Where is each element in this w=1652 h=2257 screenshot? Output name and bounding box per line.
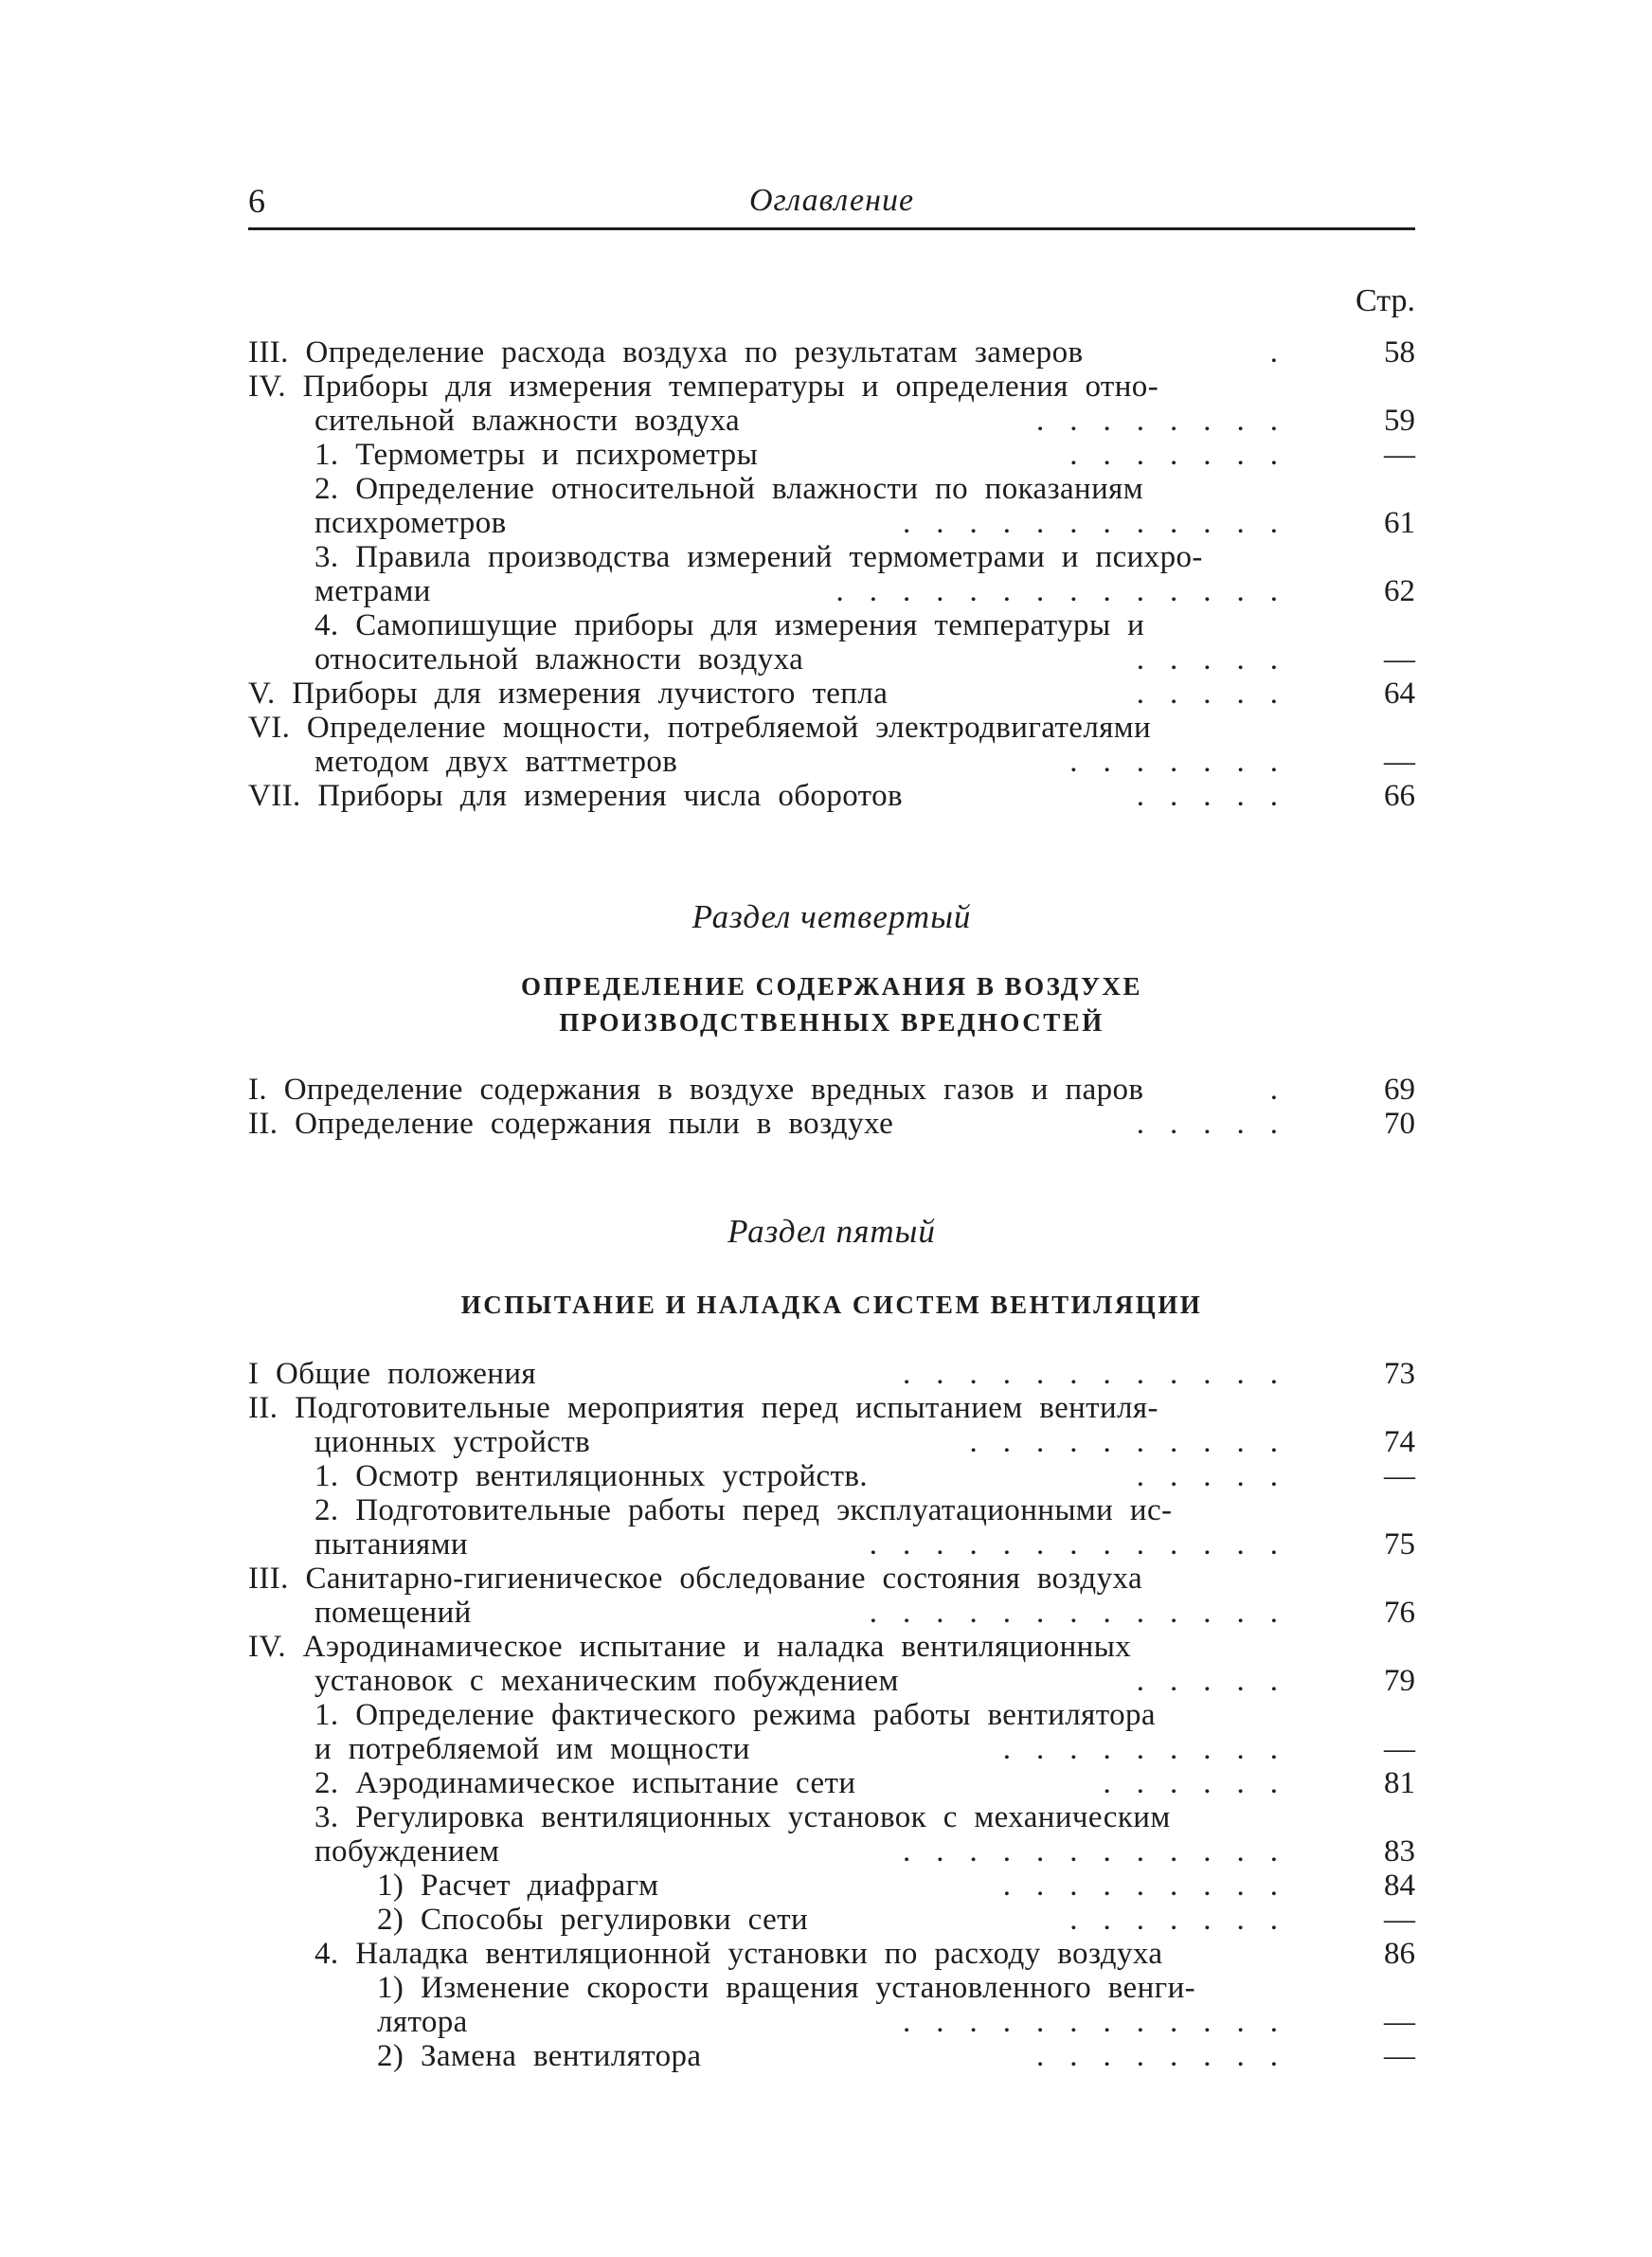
toc-part4-list: [248, 1073, 1415, 1141]
toc-entry: 2. Определение относительной влажности по показаниям: [314, 472, 1144, 506]
running-title: Оглавление: [748, 183, 915, 218]
part4-heading-line1: ОПРЕДЕЛЕНИЕ СОДЕРЖАНИЯ В ВОЗДУХЕ: [521, 972, 1142, 1001]
toc-entry: 3. Правила производства измерений термометрами и психро-: [314, 540, 1203, 574]
part5-label: Раздел пятый: [727, 1213, 936, 1250]
toc-entry: I. Определение содержания в воздухе вредных газов и паров . 69: [248, 1073, 1415, 1107]
toc-entry: 4. Наладка вентиляционной установки по расходу воздуха 86: [314, 1937, 1415, 1971]
toc-entry: сительной влажности воздуха ........ 59: [314, 404, 1415, 438]
toc-entry: побуждением ............ 83: [314, 1834, 1415, 1869]
toc-entry: VI. Определение мощности, потребляемой электродвигателями: [248, 711, 1152, 745]
page-column-label: Стр.: [1355, 283, 1415, 318]
header-rule: [248, 227, 1415, 230]
toc-entry: 1) Изменение скорости вращения установленного венги-: [377, 1971, 1196, 2005]
toc-part3-list: [248, 335, 1415, 813]
toc-entry: лятора ............ —: [377, 2005, 1415, 2039]
toc-entry: 2) Способы регулировки сети ....... —: [377, 1903, 1415, 1937]
toc-entry: 4. Самопишущие приборы для измерения температуры и: [314, 608, 1145, 642]
toc-entry: психрометров ............ 61: [314, 506, 1415, 540]
toc-entry: 2. Подготовительные работы перед эксплуатационными ис-: [314, 1493, 1173, 1527]
toc-entry: 2) Замена вентилятора ........ —: [377, 2039, 1415, 2073]
toc-entry: относительной влажности воздуха ..... —: [314, 642, 1415, 677]
toc-entry: 1. Осмотр вентиляционных устройств. ..... —: [314, 1459, 1415, 1493]
running-head: [248, 176, 1415, 226]
toc-entry: 2. Аэродинамическое испытание сети ...... 81: [314, 1766, 1415, 1800]
part4-heading-line2: ПРОИЗВОДСТВЕННЫХ ВРЕДНОСТЕЙ: [559, 1008, 1104, 1037]
toc-entry: V. Приборы для измерения лучистого тепла ..... 64: [248, 677, 1415, 711]
toc-entry: I Общие положения ............ 73: [248, 1357, 1415, 1391]
toc-entry: методом двух ваттметров ....... —: [314, 745, 1415, 779]
toc-entry: метрами .............. 62: [314, 574, 1415, 608]
toc-entry: II. Определение содержания пыли в воздухе ..... 70: [248, 1107, 1415, 1141]
toc-entry: III. Определение расхода воздуха по результатам замеров . 58: [248, 335, 1415, 370]
toc-entry: 1) Расчет диафрагм ......... 84: [377, 1869, 1415, 1903]
toc-entry: 3. Регулировка вентиляционных установок с механическим: [314, 1800, 1171, 1834]
toc-entry: IV. Приборы для измерения температуры и определения отно-: [248, 370, 1159, 404]
toc-entry: 1. Определение фактического режима работы вентилятора: [314, 1698, 1156, 1732]
toc-entry: III. Санитарно-гигиеническое обследование состояния воздуха: [248, 1562, 1143, 1596]
toc-entry: II. Подготовительные мероприятия перед испытанием вентиля-: [248, 1391, 1158, 1425]
toc-entry: 1. Термометры и психрометры ....... —: [314, 438, 1415, 472]
toc-entry: и потребляемой им мощности ......... —: [314, 1732, 1415, 1766]
part5-heading: ИСПЫТАНИЕ И НАЛАДКА СИСТЕМ ВЕНТИЛЯЦИИ: [460, 1291, 1203, 1319]
toc-part5-list: [248, 1357, 1415, 2073]
toc-entry: IV. Аэродинамическое испытание и наладка вентиляционных: [248, 1630, 1132, 1664]
toc-entry: установок с механическим побуждением ..... 79: [314, 1664, 1415, 1698]
part4-label: Раздел четвертый: [691, 898, 972, 935]
toc-entry: пытаниями ............. 75: [314, 1527, 1415, 1562]
toc-entry: помещений ............. 76: [314, 1596, 1415, 1630]
page-number: 6: [248, 182, 265, 220]
toc-entry: VII. Приборы для измерения числа оборотов ..... 66: [248, 779, 1415, 813]
toc-entry: ционных устройств .......... 74: [314, 1425, 1415, 1459]
